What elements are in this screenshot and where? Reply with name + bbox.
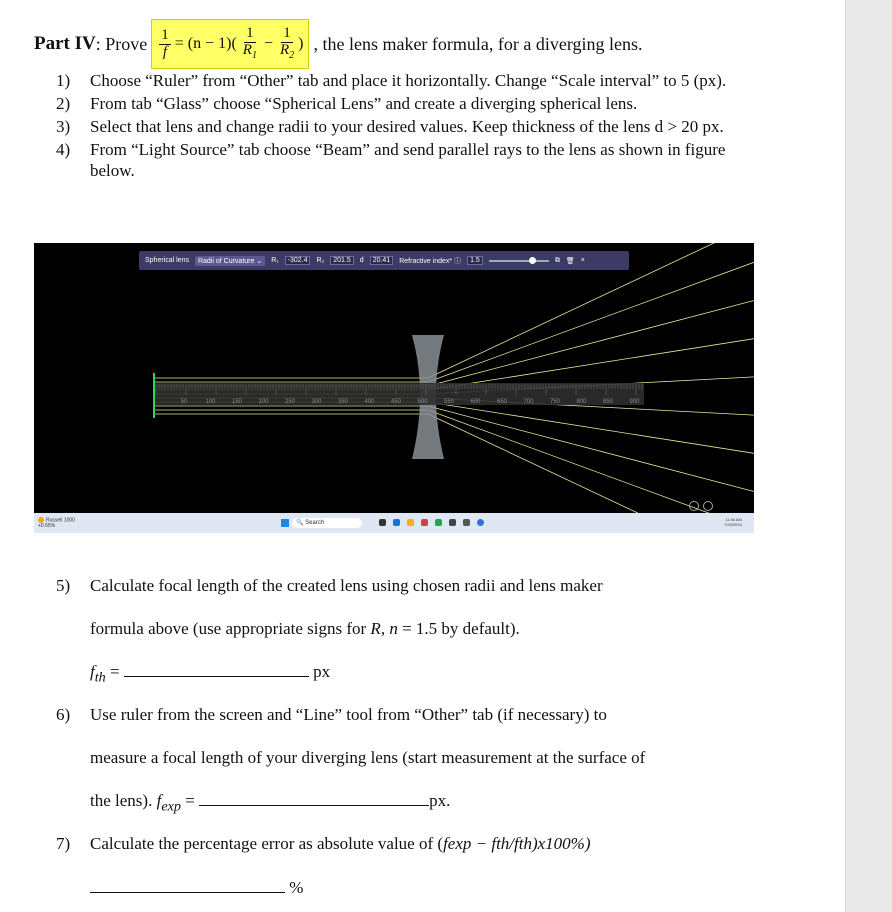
- question-5-line2: formula above (use appropriate signs for R, n = 1.5 by default).: [90, 619, 520, 638]
- lens-maker-formula: $\frac{1}{f}$ = (n − 1)( $\frac{1}{R_1}$ − $\frac{1}{R_2}$ ): [151, 19, 309, 69]
- simulation-screenshot: [34, 243, 754, 533]
- trash-icon[interactable]: 🗑: [565, 257, 575, 265]
- ruler-tick-label: 150: [231, 399, 243, 405]
- r2-input[interactable]: 201.5: [330, 256, 354, 265]
- close-icon[interactable]: ×: [580, 257, 585, 264]
- ruler-tick-label: 750: [549, 399, 561, 405]
- ruler-tick-label: 200: [258, 399, 269, 405]
- app-icon[interactable]: [393, 519, 400, 526]
- ruler-tick-label: 50: [180, 399, 188, 405]
- part-label: Part IV: [34, 33, 96, 54]
- instruction-steps: [56, 70, 756, 183]
- question-5-line1: 5) Calculate focal length of the created lens using chosen radii and lens maker: [56, 576, 603, 595]
- ruler-tick-label: 850: [602, 399, 614, 405]
- taskbar-search[interactable]: 🔍 Search: [292, 518, 362, 528]
- weather-widget[interactable]: Russell 1000 +0.55%: [38, 517, 75, 530]
- sun-icon: [38, 517, 44, 523]
- ruler-tick-label: 400: [364, 399, 375, 405]
- ruler-tick-label: 700: [523, 399, 534, 405]
- light-rays: [154, 243, 754, 513]
- step-item: 4) From “Light Source” tab choose “Beam” and send parallel rays to the lens as shown in figure below.: [56, 140, 726, 180]
- refracted-ray: [428, 414, 754, 513]
- fth-answer-line: $f_{th}$ = px: [90, 662, 331, 686]
- toolbar-object-label: Spherical lens: [145, 257, 189, 264]
- r1-input[interactable]: -302.4: [285, 256, 311, 265]
- ruler-tick-label: 250: [284, 399, 296, 405]
- r2-fraction: $\frac{1}{R_2}$: [279, 25, 295, 62]
- viewer-side-gutter: [845, 0, 892, 912]
- refracted-ray: [428, 301, 754, 387]
- ruler-tick-label: 100: [205, 399, 216, 405]
- ruler-tick-label: 800: [576, 399, 587, 405]
- refracted-ray: [428, 410, 754, 513]
- windows-taskbar: [34, 513, 754, 533]
- ruler-tick-label: 450: [390, 399, 402, 405]
- app-icon[interactable]: [463, 519, 470, 526]
- tray-icons: [689, 501, 713, 511]
- ruler-tick-label: 600: [470, 399, 481, 405]
- app-icon[interactable]: [449, 519, 456, 526]
- fexp-answer-line: the lens). $f_{exp}$ = px.: [90, 791, 451, 815]
- ruler-tick-label: 300: [311, 399, 322, 405]
- windows-start-icon[interactable]: [281, 519, 289, 527]
- chrome-icon[interactable]: [435, 519, 442, 526]
- ruler-tick-label: 500: [417, 399, 428, 405]
- r1-fraction: $\frac{1}{R_1}$: [242, 25, 257, 62]
- step-item: 1) Choose “Ruler” from “Other” tab and place it horizontally. Change “Scale interval” to 5 (px).: [56, 71, 727, 90]
- percent-answer-blank[interactable]: [90, 892, 285, 893]
- copy-icon[interactable]: ⧉: [554, 256, 560, 264]
- ruler-tick-label: 550: [443, 399, 455, 405]
- step-item: 3) Select that lens and change radii to your desired values. Keep thickness of the lens d > 20 px.: [56, 117, 724, 136]
- taskbar-apps: [379, 519, 484, 526]
- step-item: 2) From tab “Glass” choose “Spherical Lens” and create a diverging spherical lens.: [56, 94, 638, 113]
- fexp-answer-blank[interactable]: [199, 805, 429, 806]
- app-icon[interactable]: [421, 519, 428, 526]
- prove-word: : Prove: [95, 33, 148, 54]
- help-icon[interactable]: [703, 501, 713, 511]
- refractive-index-input[interactable]: 1.5: [467, 256, 483, 265]
- ruler-tick-label: 650: [496, 399, 508, 405]
- percent-answer-line: %: [90, 878, 303, 898]
- app-icon[interactable]: [379, 519, 386, 526]
- lens-toolbar[interactable]: Spherical lens Radii of Curvature ⌄ R₁ -302.4 R₂ 201.5 d 20.41 Refractive index* ⓘ 1.5 ⧉ 🗑 ×: [139, 251, 629, 270]
- taskbar-clock: 11:46 AM 7/23/2024: [724, 517, 742, 527]
- radii-mode-dropdown[interactable]: Radii of Curvature ⌄: [195, 256, 265, 266]
- question-6-line2: measure a focal length of your diverging lens (start measurement at the surface of: [90, 748, 646, 767]
- folder-icon[interactable]: [407, 519, 414, 526]
- simulation-canvas: [34, 243, 754, 513]
- fth-answer-blank[interactable]: [124, 676, 309, 677]
- part-title: [34, 18, 643, 70]
- ruler-tick-label: 900: [629, 399, 640, 405]
- question-6-line1: 6) Use ruler from the screen and “Line” tool from “Other” tab (if necessary) to: [56, 705, 607, 724]
- refracted-ray: [428, 406, 754, 492]
- refractive-index-slider[interactable]: [489, 260, 549, 262]
- app-icon[interactable]: [477, 519, 484, 526]
- home-icon[interactable]: [689, 501, 699, 511]
- thickness-input[interactable]: 20.41: [370, 256, 394, 265]
- question-7-line: 7) Calculate the percentage error as absolute value of (fexp − fth/fth)x100%): [56, 834, 591, 853]
- title-tail: , the lens maker formula, for a diverging lens.: [313, 33, 643, 54]
- lhs-fraction: $\frac{1}{f}$: [161, 26, 169, 60]
- ruler-tick-label: 350: [337, 399, 349, 405]
